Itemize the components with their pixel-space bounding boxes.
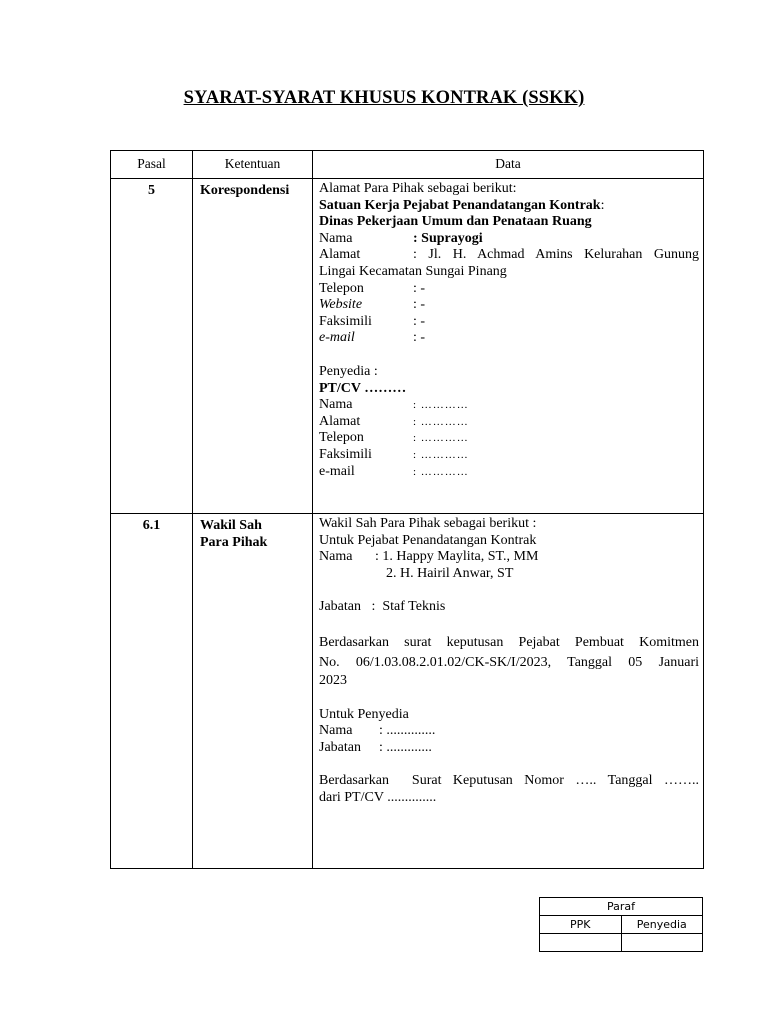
- paraf-title: Paraf: [540, 898, 703, 916]
- penyedia-jabatan-value: : .............: [379, 739, 432, 755]
- sk-line: Berdasarkan surat keputusan Pejabat Pembuat Komitmen: [319, 634, 699, 650]
- penyedia-telepon-row: [319, 430, 699, 447]
- penyedia-nama-value: : ..............: [379, 723, 436, 739]
- website-label: Website: [319, 297, 363, 313]
- ppk-faksimili-row: [319, 314, 699, 331]
- data-cell: [313, 514, 704, 869]
- wakil-nama-row: [319, 549, 699, 566]
- penyedia-jabatan-row: [319, 740, 699, 757]
- website-value: : -: [413, 297, 426, 313]
- faksimili-label: Faksimili: [319, 313, 372, 329]
- spacer: [319, 582, 699, 599]
- ppk-alamat-row: [319, 247, 699, 264]
- wakil-nama-1: : 1. Happy Maylita, ST., MM: [375, 549, 539, 565]
- wakil-intro: Wakil Sah Para Pihak sebagai berikut :: [319, 516, 537, 531]
- penyedia-nama-row: [319, 723, 699, 740]
- ketentuan-cell: Korespondensi: [193, 179, 313, 514]
- table-row: [111, 514, 704, 869]
- spacer: [319, 690, 699, 707]
- pasal-cell: 5: [111, 179, 193, 514]
- dinas-name: Dinas Pekerjaan Umum dan Penataan Ruang: [319, 214, 592, 230]
- email-label: e-mail: [319, 330, 355, 346]
- penyedia-email-row: [319, 464, 699, 481]
- penyedia-jabatan-label: Jabatan: [319, 739, 361, 755]
- satker-colon: :: [600, 197, 605, 213]
- penyedia-faksimili-label: Faksimili: [319, 446, 372, 462]
- untuk-ppk: Untuk Pejabat Penandatangan Kontrak: [319, 532, 537, 548]
- document-title: SYARAT-SYARAT KHUSUS KONTRAK (SSKK): [183, 88, 585, 108]
- spacer: [319, 756, 699, 773]
- nama-value: : Suprayogi: [413, 230, 483, 246]
- sk-line: No. 06/1.03.08.2.01.02/CK-SK/I/2023, Tanggal 05 Januari: [319, 654, 699, 670]
- header-data: Data: [313, 151, 704, 179]
- penyedia-label: Penyedia :: [319, 363, 378, 379]
- penyedia-nama-value: : …………: [413, 399, 469, 412]
- table-header-row: [111, 151, 704, 179]
- ketentuan-cell: [193, 514, 313, 869]
- wakil-nama-2: 2. H. Hairil Anwar, ST: [386, 565, 514, 581]
- nama-label: Nama: [319, 230, 353, 246]
- penyedia-nama-label: Nama: [319, 723, 353, 739]
- penyedia-email-value: : …………: [413, 465, 469, 478]
- penyedia-faksimili-row: [319, 447, 699, 464]
- penyedia-nama-label: Nama: [319, 397, 353, 413]
- penyedia-alamat-label: Alamat: [319, 413, 361, 429]
- sk-line: 2023: [319, 672, 347, 688]
- ketentuan-line: Para Pihak: [200, 534, 268, 550]
- email-value: : -: [413, 330, 426, 346]
- penyedia-alamat-value: : …………: [413, 415, 469, 428]
- paraf-penyedia-label: Penyedia: [621, 916, 703, 934]
- korespondensi-intro: Alamat Para Pihak sebagai berikut:: [319, 181, 517, 196]
- penyedia-email-label: e-mail: [319, 463, 355, 479]
- penyedia-nama-row: [319, 397, 699, 414]
- paraf-penyedia-cell: [621, 934, 703, 952]
- alamat-value: : Jl. H. Achmad Amins Kelurahan Gunung: [413, 247, 699, 263]
- wakil-nama-label: Nama: [319, 549, 353, 565]
- pasal-cell: 6.1: [111, 514, 193, 869]
- spacer: [319, 616, 699, 633]
- penyedia-telepon-label: Telepon: [319, 430, 364, 446]
- alamat-label: Alamat: [319, 247, 361, 263]
- table-row: [111, 179, 704, 514]
- dasar-line: dari PT/CV ..............: [319, 789, 437, 805]
- faksimili-value: : -: [413, 313, 426, 329]
- paraf-ppk-cell: [540, 934, 622, 952]
- penyedia-alamat-row: [319, 414, 699, 431]
- satker-label: Satuan Kerja Pejabat Penandatangan Kontrak: [319, 197, 601, 213]
- satker-line: [319, 198, 699, 215]
- penyedia-telepon-value: : …………: [413, 432, 469, 445]
- ketentuan-line: Wakil Sah: [200, 518, 262, 533]
- untuk-penyedia: Untuk Penyedia: [319, 706, 409, 722]
- data-cell: [313, 179, 704, 514]
- spacer: [319, 347, 699, 364]
- telepon-value: : -: [413, 280, 426, 296]
- jabatan-line: Jabatan : Staf Teknis: [319, 599, 446, 615]
- header-ketentuan: Ketentuan: [193, 151, 313, 179]
- ppk-nama-row: [319, 231, 699, 248]
- header-pasal: Pasal: [111, 151, 193, 179]
- sskk-table: [110, 150, 704, 869]
- alamat-value-cont: Lingai Kecamatan Sungai Pinang: [319, 263, 507, 279]
- ptcv-label: PT/CV ………: [319, 380, 407, 396]
- ppk-website-row: [319, 297, 699, 314]
- penyedia-faksimili-value: : …………: [413, 448, 469, 461]
- paraf-box: [539, 897, 703, 952]
- dasar-line: Berdasarkan Surat Keputusan Nomor ….. Tanggal ……..: [319, 773, 699, 789]
- ppk-telepon-row: [319, 281, 699, 298]
- telepon-label: Telepon: [319, 280, 364, 296]
- paraf-ppk-label: PPK: [540, 916, 622, 934]
- ppk-email-row: [319, 330, 699, 347]
